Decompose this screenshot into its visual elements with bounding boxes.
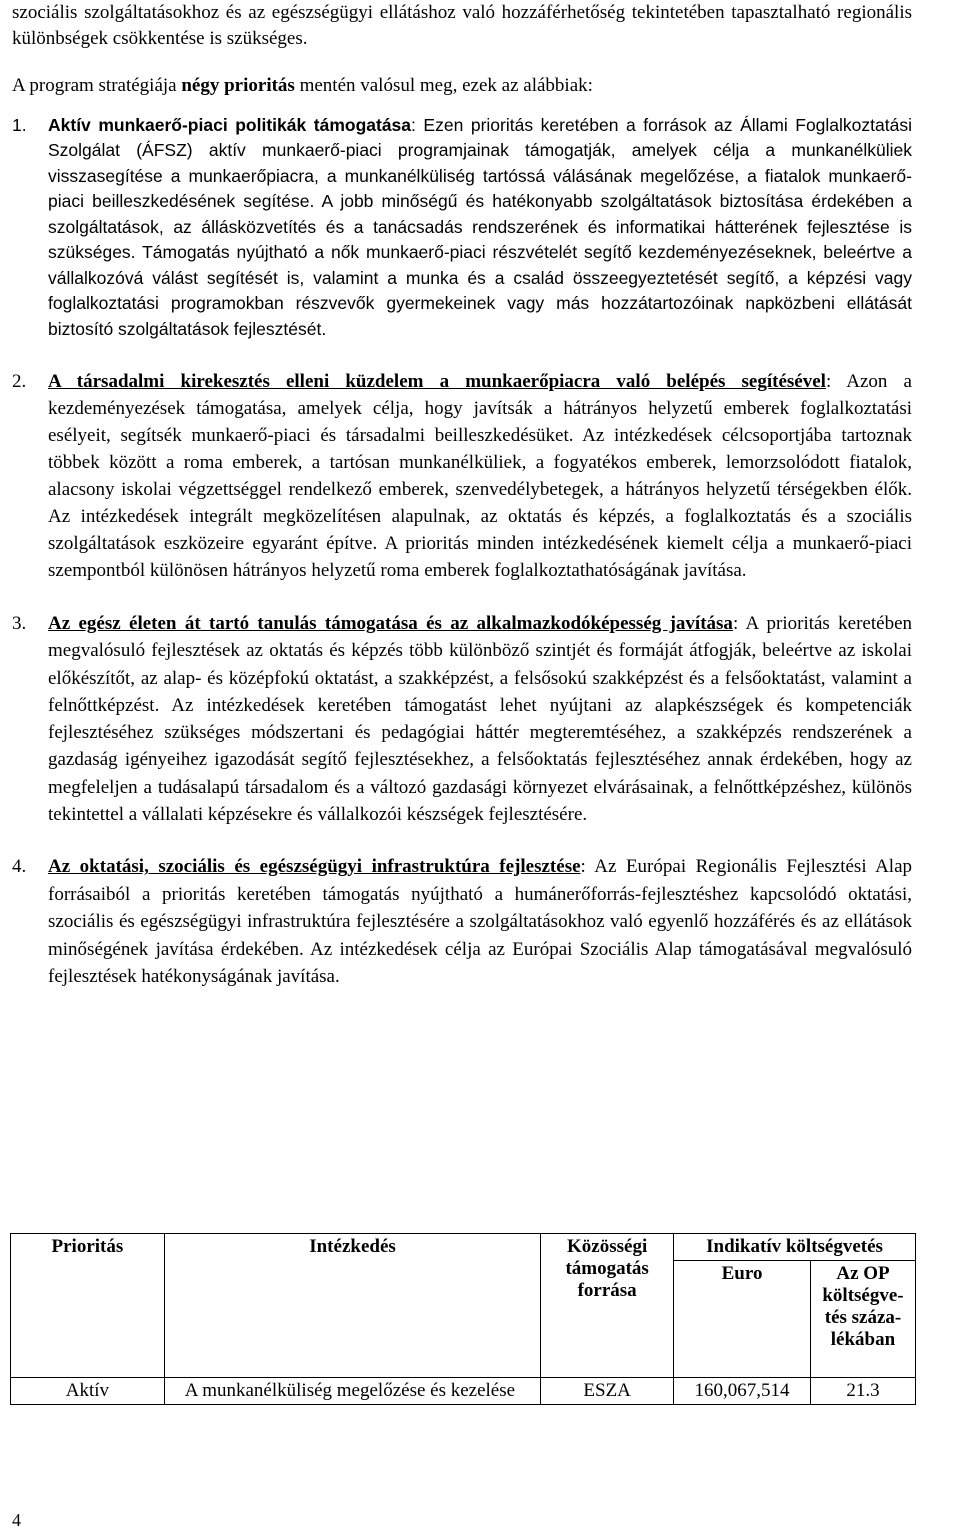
- cell-prioritas: Aktív: [11, 1378, 165, 1405]
- priority-text: : Ezen prioritás keretében a források az Állami Foglalkoztatási Szolgálat (ÁFSZ) aktív munkaerő-piaci programjainak támogatják, amelyek célja a munkanélküliek visszasegítése a munkaerőpiacra, a munkanélküliség tartóssá válásának megelőzése, a fiatalok munkaerő-piaci beilleszkedésének segítése. A jobb minőségű és hatékonyabb szolgáltatások biztosítása érdekében a szolgáltatások, az állásközvetítés és a tanácsadás rendszerének és informatikai hátterének fejlesztése is szükséges. Támogatás nyújtható a nők munkaerő-piaci részvételét segítő kezdeményezéseknek, beleértve a vállalkozóvá válást segítését is, valamint a munka és a család összeegyeztetését segítő, a képzési vagy foglalkoztatási programokban részvevők gyermekeinek vagy más hozzátartozóinak napközbeni ellátását biztosító szolgáltatások fejlesztését.: [48, 114, 912, 339]
- budget-table: [10, 1233, 916, 1405]
- page-number: 4: [12, 1510, 21, 1530]
- cell-intezkedes: A munkanélküliség megelőzése és kezelése: [164, 1378, 540, 1405]
- priority-title: Aktív munkaerő-piaci politikák támogatása: [48, 114, 412, 135]
- priority-text: : A prioritás keretében megvalósuló fejlesztések az oktatás és képzés több különböző szintjét és formáját átfogják, beleértve az iskolai előkészítőt, az alap- és középfokú oktatást, a szakképzést, a felsősokú szakképzést és a felsőoktatást, valamint a felnőttképzést. Az intézkedések keretében támogatást lehet nyújtani az alapkészségek és kompetenciák fejlesztéséhez szükséges módszertani és pedagógiai háttér megteremtéséhez, a szakképzés rendszerének a gazdaság igényeihez igazodását segítő fejlesztésekhez, a felsőoktatás fejlesztéséhez annak érdekében, hogy az megfeleljen a tudásalapú társadalom és a változó gazdasági környezet elvárásainak, a felnőttképzéshez, különös tekintettel a vállalati képzésekre és vállalkozói készségek fejlesztésére.: [48, 613, 913, 826]
- header-indikativ: Indikatív költségvetés: [674, 1234, 916, 1261]
- header-kozossegi: Közösségi támogatás forrása: [541, 1234, 674, 1378]
- strategy-bold: négy prioritás: [181, 75, 295, 96]
- priority-title: Az oktatási, szociális és egészségügyi infrastruktúra fejlesztése: [48, 856, 581, 878]
- priority-list: [12, 113, 912, 991]
- priority-text: : Az Európai Regionális Fejlesztési Alap forrásaiból a prioritás keretében támogatás nyújtható a humánerőforrás-fejlesztéshez kapcsolódó oktatási, szociális és egészségügyi infrastruktúra fejlesztésére a szolgáltatásokhoz való egyenlő hozzáférés és az ellátások minőségének javítása érdekében. Az intézkedések célja az Európai Szociális Alap támogatásával megvalósuló fejlesztések hatékonyságának javítása.: [48, 856, 913, 987]
- intro-paragraph: szociális szolgáltatásokhoz és az egészségügyi ellátáshoz való hozzáférhetőség tekintetében tapasztalható regionális különbségek csökkentése is szükséges.: [12, 2, 912, 49]
- cell-euro: 160,067,514: [674, 1378, 811, 1405]
- header-prioritas: Prioritás: [11, 1234, 165, 1378]
- priority-item-4: 4. Az oktatási, szociális és egészségügyi infrastruktúra fejlesztése: Az Európai Regionális Fejlesztési Alap forrásaiból a prioritás keretében támogatás nyújtható a humánerőforrás-fejlesztéshez kapcsolódó oktatási, szociális és egészségügyi infrastruktúra fejlesztésére a szolgáltatásokhoz való egyenlő hozzáférés és az ellátások minőségének javítása érdekében. Az intézkedések célja az Európai Szociális Alap támogatásával megvalósuló fejlesztések hatékonyságának javítása.: [12, 856, 913, 987]
- table-row: [11, 1378, 916, 1405]
- document-page: [12, 0, 912, 990]
- table-header-row: [11, 1234, 916, 1261]
- priority-item-1: 1. Aktív munkaerő-piaci politikák támogatása: Ezen prioritás keretében a források az Állami Foglalkoztatási Szolgálat (ÁFSZ) aktív munkaerő-piaci programjainak támogatják, amelyek célja a munkanélküliek visszasegítése a munkaerőpiacra, a munkanélküliség tartóssá válásának megelőzése, a fiatalok munkaerő-piaci beilleszkedésének segítése. A jobb minőségű és hatékonyabb szolgáltatások biztosítása érdekében a szolgáltatások, az állásközvetítés és a tanácsadás rendszerének és informatikai hátterének fejlesztése is szükséges. Támogatás nyújtható a nők munkaerő-piaci részvételét segítő kezdeményezéseknek, beleértve a vállalkozóvá válást segítését is, valamint a munka és a család összeegyeztetését segítő, a képzési vagy foglalkoztatási programokban részvevők gyermekeinek vagy más hozzátartozóinak napközbeni ellátását biztosító szolgáltatások fejlesztését.: [12, 114, 912, 339]
- header-intezkedes: Intézkedés: [164, 1234, 540, 1378]
- priority-title: A társadalmi kirekesztés elleni küzdelem a munkaerőpiacra való belépés segítésével: [48, 371, 826, 392]
- strategy-sentence: A program stratégiája négy prioritás mentén valósul meg, ezek az alábbiak:: [12, 75, 593, 96]
- priority-item-3: 3. Az egész életen át tartó tanulás támogatása és az alkalmazkodóképesség javítása: A prioritás keretében megvalósuló fejlesztések az oktatás és képzés több különböző szintjét és formáját átfogják, beleértve az iskolai előkészítőt, az alap- és középfokú oktatást, a szakképzést, a felsősokú szakképzést és a felsőoktatást, valamint a felnőttképzést. Az intézkedések keretében támogatást lehet nyújtani az alapkészségek és kompetenciák fejlesztéséhez szükséges módszertani és pedagógiai háttér megteremtéséhez, a szakképzés rendszerének a gazdaság igényeihez igazodását segítő fejlesztésekhez, a felsőoktatás fejlesztéséhez annak érdekében, hogy az megfeleljen a tudásalapú társadalom és a változó gazdasági környezet elvárásainak, a felnőttképzéshez, különös tekintettel a vállalati képzésekre és vállalkozói készségek fejlesztésére.: [12, 613, 913, 826]
- priority-item-2: 2. A társadalmi kirekesztés elleni küzdelem a munkaerőpiacra való belépés segítésével: Azon a kezdeményezések támogatása, amelyek célja, hogy javítsák a hátrányos helyzetű emberek foglalkoztatási esélyeit, segítsék munkaerő-piaci és társadalmi beilleszkedésüket. Az intézkedések célcsoportjába tartoznak többek között a roma emberek, a tartósan munkanélküliek, a fogyatékos emberek, lemorzsolódott fiatalok, alacsony iskolai végzettséggel rendelkező emberek, szenvedélybetegek, a hátrányos helyzetű térségekben élők. Az intézkedések integrált megközelítésen alapulnak, az oktatás és képzés, a foglalkoztatás és a szociális szolgáltatások eszközeire egyaránt építve. A prioritás minden intézkedésének kiemelt célja a munkaerő-piaci szempontból különösen hátrányos helyzetű roma emberek foglalkoztathatóságának javítása.: [12, 371, 912, 581]
- priority-text: : Azon a kezdeményezések támogatása, amelyek célja, hogy javítsák a hátrányos helyzetű emberek foglalkoztatási esélyeit, segítsék munkaerő-piaci és társadalmi beilleszkedésüket. Az intézkedések célcsoportjába tartoznak többek között a roma emberek, a tartósan munkanélküliek, a fogyatékos emberek, lemorzsolódott fiatalok, alacsony iskolai végzettséggel rendelkező emberek, szenvedélybetegek, a hátrányos helyzetű térségekben élők. Az intézkedések integrált megközelítésen alapulnak, az oktatás és képzés, a foglalkoztatás és a szociális szolgáltatások eszközeire egyaránt építve. A prioritás minden intézkedésének kiemelt célja a munkaerő-piaci szempontból különösen hátrányos helyzetű roma emberek foglalkoztathatóságának javítása.: [48, 371, 912, 581]
- header-euro: Euro: [674, 1261, 811, 1378]
- priority-title: Az egész életen át tartó tanulás támogatása és az alkalmazkodóképesség javítása: [48, 613, 733, 634]
- cell-szazalek: 21.3: [811, 1378, 916, 1405]
- cell-forras: ESZA: [541, 1378, 674, 1405]
- header-az-op: Az OP költségve-tés százalékában: [811, 1261, 916, 1378]
